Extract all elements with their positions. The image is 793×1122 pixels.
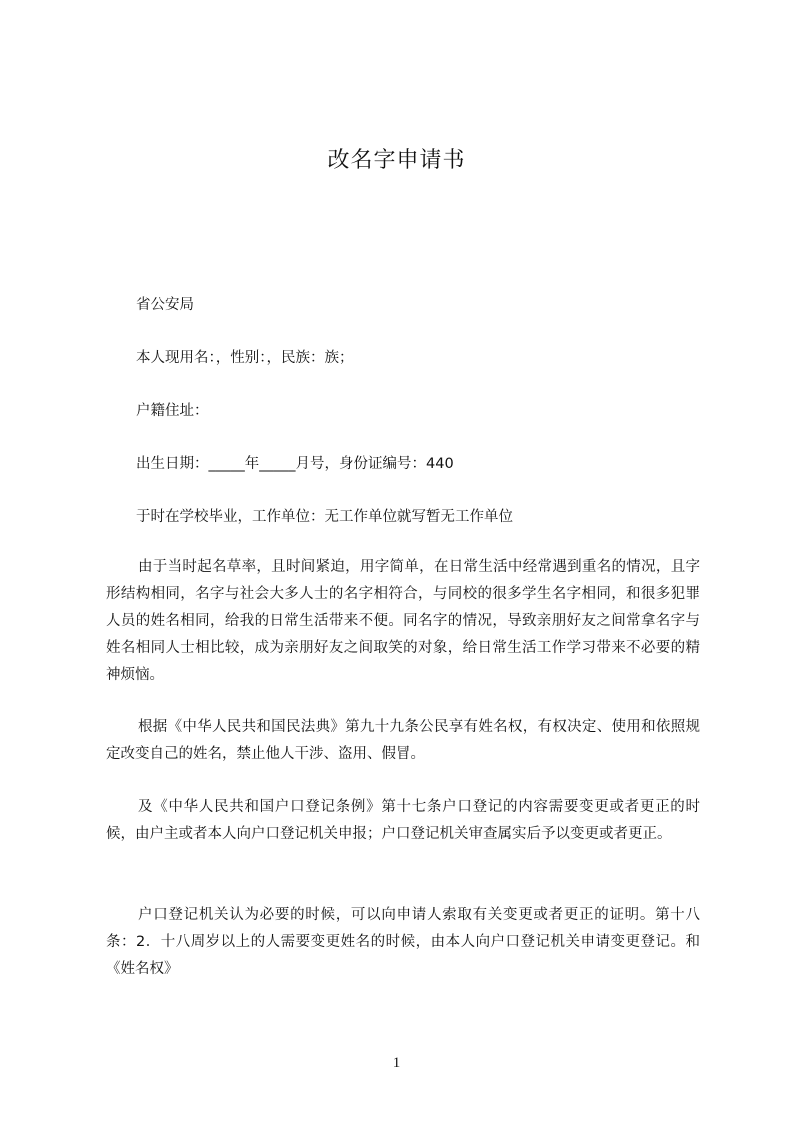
registration-paragraph: 及《中华人民共和国户口登记条例》第十七条户口登记的内容需要变更或者更正的时候，由户主或者本人向户口登记机关申报；户口登记机关审查属实后予以变更或者更正。 <box>106 799 700 842</box>
civil-code-paragraph: 根据《中华人民共和国民法典》第九十九条公民享有姓名权，有权决定、使用和依照规定改变自己的姓名，禁止他人干涉、盗用、假冒。 <box>106 719 700 762</box>
reason-paragraph: 由于当时起名草率，且时间紧迫，用字简单，在日常生活中经常遇到重名的情况，且字形结构相同，名字与社会大多人士的名字相符合，与同校的很多学生名字相同，和很多犯罪人员的姓名相同，给我的日常生活带来不便。同名字的情况，导致亲朋好友之间常拿名字与姓名相同人士相比较，成为亲朋好友之间取笑的对象，给日常生活工作学习带来不必要的精神烦恼。 <box>106 559 700 683</box>
personal-info-line: 本人现用名：，性别：，民族：族； <box>136 350 354 366</box>
education-work-line: 于时在学校毕业，工作单位：无工作单位就写暂无工作单位 <box>136 509 513 525</box>
addressee: 省公安局 <box>136 297 194 313</box>
page-number: 1 <box>392 1055 401 1071</box>
proof-paragraph: 户口登记机关认为必要的时候，可以向申请人索取有关变更或者更正的证明。第十八条：2．十八周岁以上的人需要变更姓名的时候，由本人向户口登记机关申请变更登记。和《姓名权》 <box>106 907 700 977</box>
birth-info-line: 出生日期：_____年_____月号，身份证编号：440 <box>136 456 454 472</box>
page-title: 改名字申请书 <box>327 148 466 173</box>
household-address-line: 户籍住址： <box>136 403 209 419</box>
